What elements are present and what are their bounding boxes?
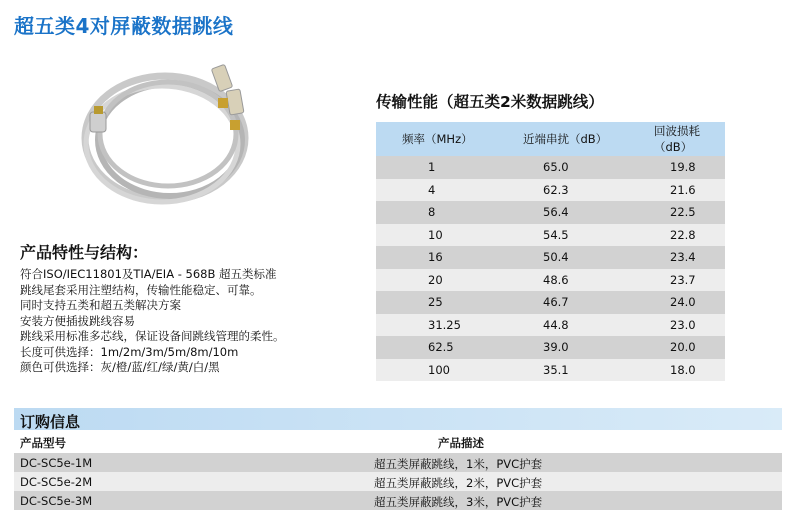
feature-line: 颜色可供选择：灰/橙/蓝/红/绿/黄/白/黑 xyxy=(20,360,220,374)
table-row xyxy=(376,246,725,269)
cell-return-loss: 20.0 xyxy=(634,336,725,359)
page-title: 超五类4对屏蔽数据跳线 xyxy=(14,14,234,38)
table-row xyxy=(376,359,725,382)
performance-table xyxy=(376,122,725,381)
cell-next: 46.7 xyxy=(509,291,634,314)
cell-description: 超五类屏蔽跳线，3米，PVC护套 xyxy=(374,495,543,509)
cell-return-loss: 22.8 xyxy=(634,224,725,247)
cell-return-loss: 22.5 xyxy=(634,201,725,224)
ordering-heading-bar xyxy=(14,408,782,430)
header-return-loss: 回波损耗（dB） xyxy=(634,122,725,156)
feature-line: 同时支持五类和超五类解决方案 xyxy=(20,298,181,312)
cell-description: 超五类屏蔽跳线，1米，PVC护套 xyxy=(374,457,543,471)
features-list xyxy=(20,267,340,376)
cell-return-loss: 18.0 xyxy=(634,359,725,382)
header-description: 产品描述 xyxy=(438,436,484,450)
cell-next: 35.1 xyxy=(509,359,634,382)
cell-return-loss: 19.8 xyxy=(634,156,725,179)
cell-next: 39.0 xyxy=(509,336,634,359)
cell-frequency: 62.5 xyxy=(376,336,509,359)
table-row xyxy=(376,314,725,337)
table-row xyxy=(376,269,725,292)
table-row xyxy=(376,156,725,179)
performance-heading: 传输性能（超五类2米数据跳线） xyxy=(376,93,604,111)
cell-return-loss: 23.0 xyxy=(634,314,725,337)
feature-line: 跳线采用标准多芯线，保证设备间跳线管理的柔性。 xyxy=(20,329,285,343)
patch-cable-image xyxy=(70,48,260,228)
cell-next: 48.6 xyxy=(509,269,634,292)
cell-return-loss: 21.6 xyxy=(634,179,725,202)
header-frequency: 频率（MHz） xyxy=(376,122,509,156)
cell-frequency: 8 xyxy=(376,201,509,224)
feature-line: 安装方便插拔跳线容易 xyxy=(20,313,135,328)
ordering-header-row xyxy=(20,434,780,452)
cell-frequency: 10 xyxy=(376,224,509,247)
header-next: 近端串扰（dB） xyxy=(509,122,634,156)
table-row xyxy=(14,491,782,510)
cell-model: DC-SC5e-3M xyxy=(20,494,93,508)
cell-model: DC-SC5e-2M xyxy=(20,475,93,489)
cell-next: 44.8 xyxy=(509,314,634,337)
table-row xyxy=(14,472,782,491)
cell-next: 56.4 xyxy=(509,201,634,224)
features-heading: 产品特性与结构： xyxy=(20,243,149,262)
feature-line: 跳线尾套采用注塑结构，传输性能稳定、可靠。 xyxy=(20,282,262,297)
table-row xyxy=(14,453,782,472)
cell-frequency: 31.25 xyxy=(376,314,509,337)
table-row xyxy=(376,291,725,314)
table-row xyxy=(376,224,725,247)
cell-next: 50.4 xyxy=(509,246,634,269)
cell-next: 65.0 xyxy=(509,156,634,179)
feature-line: 长度可供选择：1m/2m/3m/5m/8m/10m xyxy=(20,344,239,359)
ordering-heading: 订购信息 xyxy=(20,413,81,431)
cell-next: 54.5 xyxy=(509,224,634,247)
cell-return-loss: 24.0 xyxy=(634,291,725,314)
header-model: 产品型号 xyxy=(20,436,66,450)
cell-next: 62.3 xyxy=(509,179,634,202)
cell-return-loss: 23.7 xyxy=(634,269,725,292)
cell-description: 超五类屏蔽跳线，2米，PVC护套 xyxy=(374,476,543,490)
cell-return-loss: 23.4 xyxy=(634,246,725,269)
cell-frequency: 16 xyxy=(376,246,509,269)
cell-frequency: 100 xyxy=(376,359,509,382)
cell-frequency: 20 xyxy=(376,269,509,292)
table-row xyxy=(376,179,725,202)
feature-line: 符合ISO/IEC11801及TIA/EIA - 568B 超五类标准 xyxy=(20,267,277,281)
table-row xyxy=(376,201,725,224)
cell-frequency: 1 xyxy=(376,156,509,179)
cell-frequency: 4 xyxy=(376,179,509,202)
cell-frequency: 25 xyxy=(376,291,509,314)
table-row xyxy=(376,336,725,359)
cell-model: DC-SC5e-1M xyxy=(20,456,93,470)
